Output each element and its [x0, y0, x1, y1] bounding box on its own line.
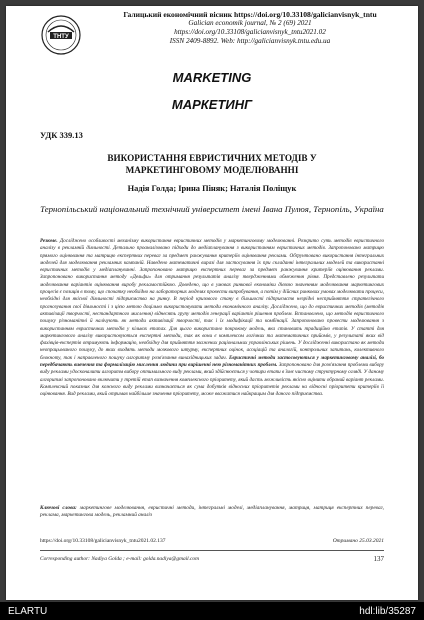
affiliation: Тернопільський національний технічний університет імені Івана Пулюя, Тернопіль, Україна	[40, 204, 384, 214]
received-date: Отримано 25.03.2021	[332, 538, 384, 544]
university-logo	[40, 14, 82, 56]
abstract-text-continued: Запропоновано для розв'язання проблеми вибору виду реклами удосконалити алгоритм вибору оптимального виду реклами, який здійснюється у чотири етапи в їхнє чистому структурному огляді. У даному алгоритмі запропоновано включити у третій етап визначення комплексного пріоритету, який дасть можливість якісно оцінити обраний варіант реклами. Комплексний показник для кожного виду реклами визначається як сума добутків відносних пріоритетів реклами на відносні пріоритети критеріїв її оцінювання. Вид реклами, який отримав найбільше значення пріоритету, може вважатися найкращим для даного підприємства.	[40, 362, 384, 398]
page-number: 137	[373, 555, 384, 563]
authors: Надія Голда; Ірина Піняк; Наталія Поліщук	[127, 184, 297, 193]
doi-line	[40, 538, 384, 544]
repository-name: ELARTU	[8, 606, 48, 617]
page-footer	[40, 556, 384, 562]
abstract-emphasis: Евристичні методи застосовуються у маркетинговому аналізі, бо передбачають вивчення та формалізацію мислення людини при вирішенні нею різноманітних проблем.	[40, 354, 384, 369]
corresponding-author: Corresponding author: Nadiya Golda ; e-mail: golda.nadiya@gmail.com	[40, 556, 199, 562]
article-doi-link[interactable]: https://doi.org/10.33108/galicianvisnyk_tntu2021.02.137	[40, 538, 166, 544]
journal-header	[100, 10, 400, 46]
footer-divider	[40, 550, 384, 551]
keywords	[40, 505, 384, 520]
svg-text:ТНТУ: ТНТУ	[53, 34, 69, 40]
journal-title: Галицький економічний вісник https://doi.org/10.33108/galicianvisnyk_tntu	[123, 10, 377, 19]
section-title-en: MARKETING	[172, 70, 252, 85]
journal-doi: https://doi.org/10.33108/galicianvisnyk_tntu2021.02	[174, 28, 326, 36]
repository-bar	[0, 602, 424, 620]
handle-id: hdl:lib/35287	[359, 606, 416, 617]
abstract-label: Резюме.	[40, 238, 58, 244]
keywords-text: маркетингове моделювання, евристичні методи, інтегральні моделі, медіапланування, матриця, матриця експертних переваг, реклама, маркетингова модель, рекламний аналіз	[40, 505, 384, 519]
journal-subtitle: Galician economik journal, № 2 (69) 2021	[188, 19, 312, 27]
keywords-label: Ключові слова:	[40, 505, 77, 511]
abstract-text: Досліджено особливості механізму використання евристичних методів у маркетинговому моделюванні. Розкрито суть методів евристичного аналізу в рекламній діяльності. Детально проаналізовано підходи до медіапланування з використанням евристичних методів. Запропоновано матрицю прямого оцінювання та матрицю експертних переваг за предмет ранжування критеріїв оцінювання реклами. Обґрунтовано використання інтегральних моделей для моделювання рекламних кампаній. Наведено математичні виразі для застосування їх при складанні інтегральних моделей та використанні евристичних методів у медіаплануванні. Запропоновано матрицю експертних переваг за предмет ранжування критеріїв оцінювання реклами. Запропоновано використання методу «Дельфи» для отримання результатів аналізу твердженнями обмеження рівня. Представлено результати моделювання варіантів оцінювання виробу рекламостійкою. Доведено, що в умовах ринкової економіки дієвою значенням моделювання маркетингових процесів є позиція в тому, що спочатку необхідно на лабораторних моделях провести випробування, а потім у дійсних ринкових умовах моделювати процеси, необхідні для якісної діяльності підприємства на ринку. В період кризового стану в більшості підприємств незрідні несприйняття стратегічного прогнозування свої діяльності і з цією метою доцільно використовувати методи економічного аналізу. Досліджено, що до евристичних методів (методів активізації творчості, нестандартного мислення) віднесять групу методів генерації варіантів рішення проблем. Встановлено, що методів евристичного пошуку різноманітні й налічують як методи активізації творчості, так і їх модифікації та комбінації. Запропоновано провести моделювання з використанням евристичних методів у кількох етапах. Для цього використано покрокову модель, яка становить традиційно етапів. У статті для маркетингового аналізу використовуються експертні методи, так як вони є комплексом логічних та математичних прийомів, у результаті яких від фахівців-експертів отримують інформацію, необхідну для прийняття зважених раціональних управлінських рішень. У дослідженні використано як методи неопрацьованого пошуку, до яких входять методи мозкового штурму, експертних оцінок, асоціацій та аналогій, контрольних запитань, колективного блокноту, так і направленого пошуку алгоритму розв'язання винахідницьких задач.	[40, 238, 384, 361]
udk-code: УДК 339.13	[40, 130, 83, 140]
section-title-uk: МАРКЕТИНГ	[171, 97, 253, 112]
journal-issn: ISSN 2409-8892. Web: http://galicianvisnyk.tntu.edu.ua	[169, 37, 331, 45]
article-title: ВИКОРИСТАННЯ ЕВРИСТИЧНИХ МЕТОДІВ У МАРКЕТИНГОВОМУ МОДЕЛЮВАННІ	[107, 153, 317, 175]
